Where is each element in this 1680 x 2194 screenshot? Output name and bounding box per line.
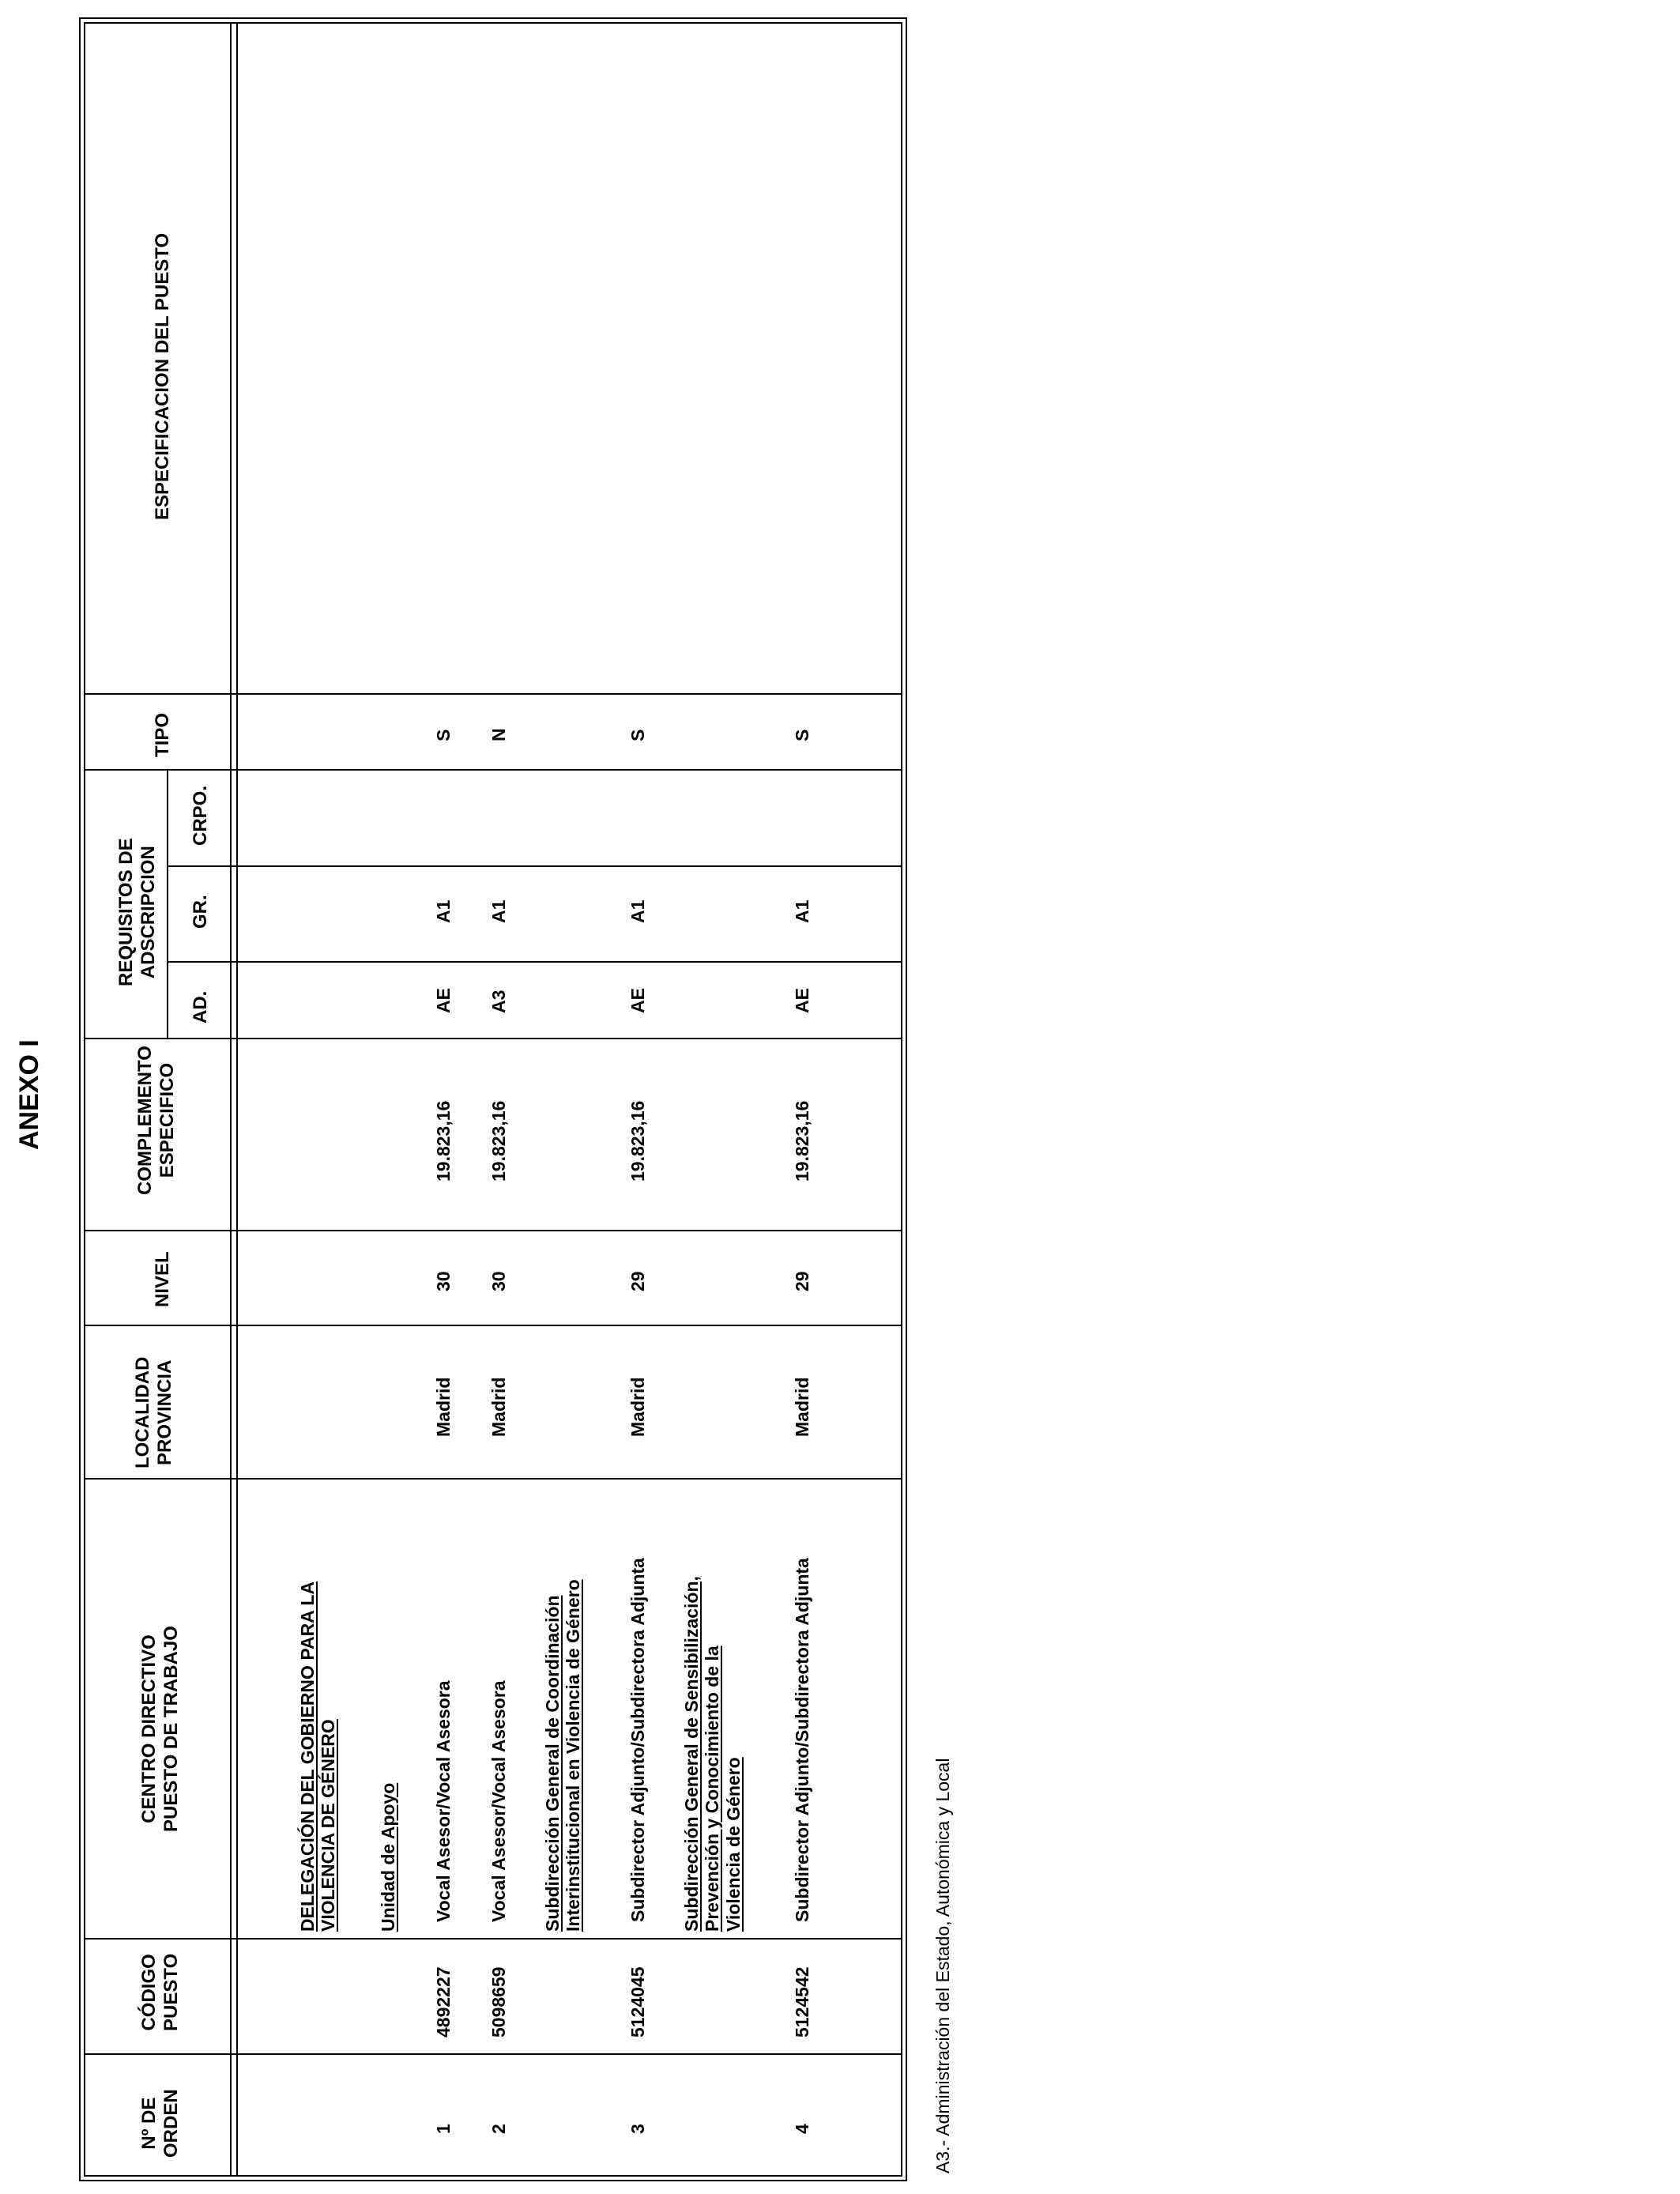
col-sep-centro [84,1478,902,1480]
section-sub-coordinacion: Subdirección General de Coordinación Interinstitucional en Violencia de Género [542,1579,584,1932]
row2-ad: A3 [488,990,509,1013]
header-codigo: CÓDIGO PUESTO [138,1953,182,2031]
row3-complemento: 19.823,16 [627,1100,648,1182]
row2-codigo: 5098659 [488,1966,509,2038]
row3-gr: A1 [627,899,648,923]
header-complemento: COMPLEMENTO ESPECIFICO [134,1046,178,1195]
row2-complemento: 19.823,16 [488,1100,509,1182]
row1-ad: AE [433,988,454,1013]
col-sep-orden [84,2053,902,2055]
header-localidad: LOCALIDAD PROVINCIA [132,1356,175,1468]
row3-ad: AE [627,988,648,1013]
col-sep-tipo [84,693,902,695]
row3-nivel: 29 [627,1271,648,1291]
row3-tipo: S [627,729,648,741]
page-title: ANEXO I [14,1039,44,1150]
row1-puesto: Vocal Asesor/Vocal Asesora [433,1680,454,1922]
row3-codigo: 5124045 [627,1966,648,2038]
header-requisitos: REQUISITOS DE ADSCRIPCION [115,838,159,986]
col-sep-ad [168,961,902,963]
row2-gr: A1 [488,899,509,923]
row4-ad: AE [792,988,812,1013]
header-tipo: TIPO [152,712,173,757]
row4-complemento: 19.823,16 [792,1100,812,1182]
col-sep-crpo [84,769,902,771]
header-gr: GR. [190,895,211,929]
col-sep-localidad [84,1325,902,1326]
header-centro: CENTRO DIRECTIVO PUESTO DE TRABAJO [138,1626,182,1832]
col-sep-nivel [84,1230,902,1231]
row4-localidad: Madrid [792,1377,812,1437]
header-ad: AD. [190,990,211,1023]
footnote: A3.- Administración del Estado, Autonómica y Local [932,1758,953,2173]
header-orden: Nº DE ORDEN [138,2089,182,2158]
row4-tipo: S [792,729,812,741]
row1-codigo: 4892227 [433,1966,454,2038]
row2-orden: 2 [488,2124,509,2134]
row2-puesto: Vocal Asesor/Vocal Asesora [488,1680,509,1922]
row3-puesto: Subdirector Adjunto/Subdirectora Adjunta [627,1558,648,1922]
col-sep-gr [168,865,902,867]
col-sep-codigo [84,1938,902,1940]
col-sep-complemento [84,1038,902,1039]
row4-codigo: 5124542 [792,1966,812,2038]
section-sub-sensibilizacion: Subdirección General de Sensibilización, Prevención y Conocimiento de la Violencia de Género [681,1576,744,1932]
row2-tipo: N [488,728,509,741]
header-separator-2 [236,22,238,2177]
row1-nivel: 30 [433,1271,454,1291]
row1-localidad: Madrid [433,1377,454,1437]
row4-nivel: 29 [792,1271,812,1291]
header-especificacion: ESPECIFICACION DEL PUESTO [152,232,173,520]
row4-orden: 4 [792,2124,812,2134]
row3-orden: 3 [627,2124,648,2134]
requisitos-divider [167,769,168,1038]
row1-orden: 1 [433,2124,454,2134]
section-delegacion: DELEGACIÓN DEL GOBIERNO PARA LA VIOLENCIA DE GÉNERO [297,1581,339,1932]
row1-complemento: 19.823,16 [433,1100,454,1182]
header-separator-1 [230,22,232,2177]
row2-nivel: 30 [488,1271,509,1291]
row1-tipo: S [433,729,454,741]
header-crpo: CRPO. [190,785,211,846]
row1-gr: A1 [433,899,454,923]
row4-puesto: Subdirector Adjunto/Subdirectora Adjunta [792,1558,812,1922]
row2-localidad: Madrid [488,1377,509,1437]
header-nivel: NIVEL [152,1251,173,1307]
row4-gr: A1 [792,899,812,923]
section-unidad-apoyo: Unidad de Apoyo [378,1782,398,1932]
row3-localidad: Madrid [627,1377,648,1437]
